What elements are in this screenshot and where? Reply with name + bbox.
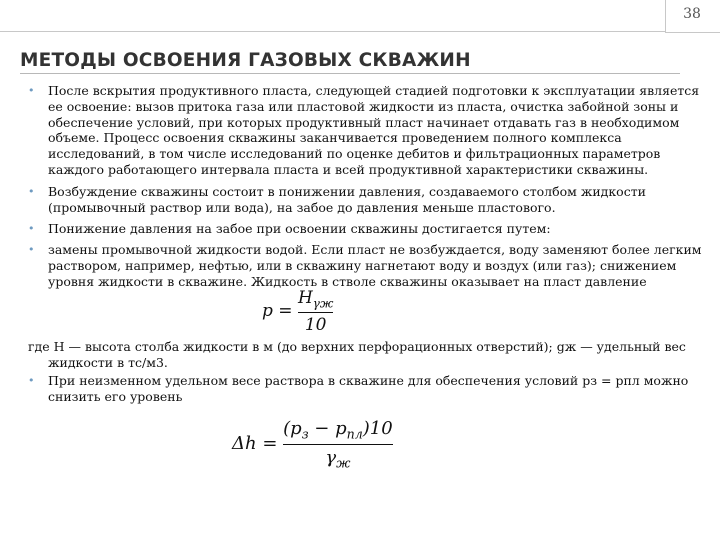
text-line: обеспечение условий, при которых продуктивный пласт начинает отдавать газ в необходимом [48, 114, 680, 130]
bullet-text [48, 373, 703, 405]
bullet-text [48, 242, 703, 289]
text-line: снизить его уровень [48, 388, 183, 404]
formula-denominator: $\gamma_ж$ [325, 446, 351, 471]
formula-lhs: p = [262, 301, 293, 322]
formula-pressure [262, 288, 333, 335]
text-line: При неизменном удельном весе раствора в скважине для обеспечения условий рз = рпл можно [48, 373, 689, 388]
slide-header-bar [0, 0, 720, 34]
bullet-text [48, 83, 703, 178]
text-line: объеме. Процесс освоения скважины заканчивается проведением полного комплекса [48, 130, 622, 146]
text-line: (промывочный раствор или вода), на забое до давления меньше пластового. [48, 199, 556, 215]
bullet-text [48, 221, 703, 237]
formula-denominator: 10 [304, 315, 327, 336]
formula-fraction [298, 288, 333, 335]
slide-title: МЕТОДЫ ОСВОЕНИЯ ГАЗОВЫХ СКВАЖИН [20, 50, 471, 71]
text-line: раствором, например, нефтью, или в скважину нагнетают воду и воздух (или газ); снижением [48, 257, 677, 273]
title-underline [20, 73, 680, 74]
formula-lhs: Δh = [232, 433, 278, 455]
text-line: уровня жидкости в скважине. Жидкость в стволе скважины оказывает на пласт давление [48, 273, 647, 289]
bullet-dot-icon: • [28, 243, 35, 256]
formula-level-drop [232, 418, 393, 470]
text-line: исследований, в том числе исследований по оценке дебитов и фильтрационных параметров [48, 146, 661, 162]
fraction-bar [283, 444, 393, 445]
text-line: замены промывочной жидкости водой. Если пласт не возбуждается, воду заменяют более легким [48, 242, 702, 257]
text-line: Возбуждение скважины состоит в понижении давления, создаваемого столбом жидкости [48, 184, 646, 199]
bullet-dot-icon: • [28, 84, 35, 97]
where-paragraph [28, 339, 698, 371]
formula-fraction [283, 418, 393, 470]
fraction-bar [298, 312, 333, 313]
page-number: 38 [683, 6, 701, 22]
bullet-dot-icon: • [28, 185, 35, 198]
text-line: жидкости в тс/м3. [48, 354, 168, 370]
text-line: где Н — высота столба жидкости в м (до верхних перфорационных отверстий); gж — удельный вес [28, 339, 686, 354]
bullet-dot-icon: • [28, 222, 35, 235]
bullet-dot-icon: • [28, 374, 35, 387]
bullet-text [48, 184, 703, 216]
text-line: После вскрытия продуктивного пласта, следующей стадией подготовки к эксплуатации является [48, 83, 700, 98]
formula-numerator: $(p_з - p_{пл})10$ [283, 418, 393, 442]
text-line: Понижение давления на забое при освоении скважины достигается путем: [48, 221, 551, 236]
formula-numerator: $H_{\gamma ж}$ [297, 288, 334, 311]
text-line: ее освоение: вызов притока газа или пластовой жидкости из пласта, очистка забойной зоны и [48, 98, 679, 114]
text-line: каждого работающего интервала пласта и всей продуктивной характеристики скважины. [48, 161, 649, 177]
header-line [0, 31, 665, 32]
